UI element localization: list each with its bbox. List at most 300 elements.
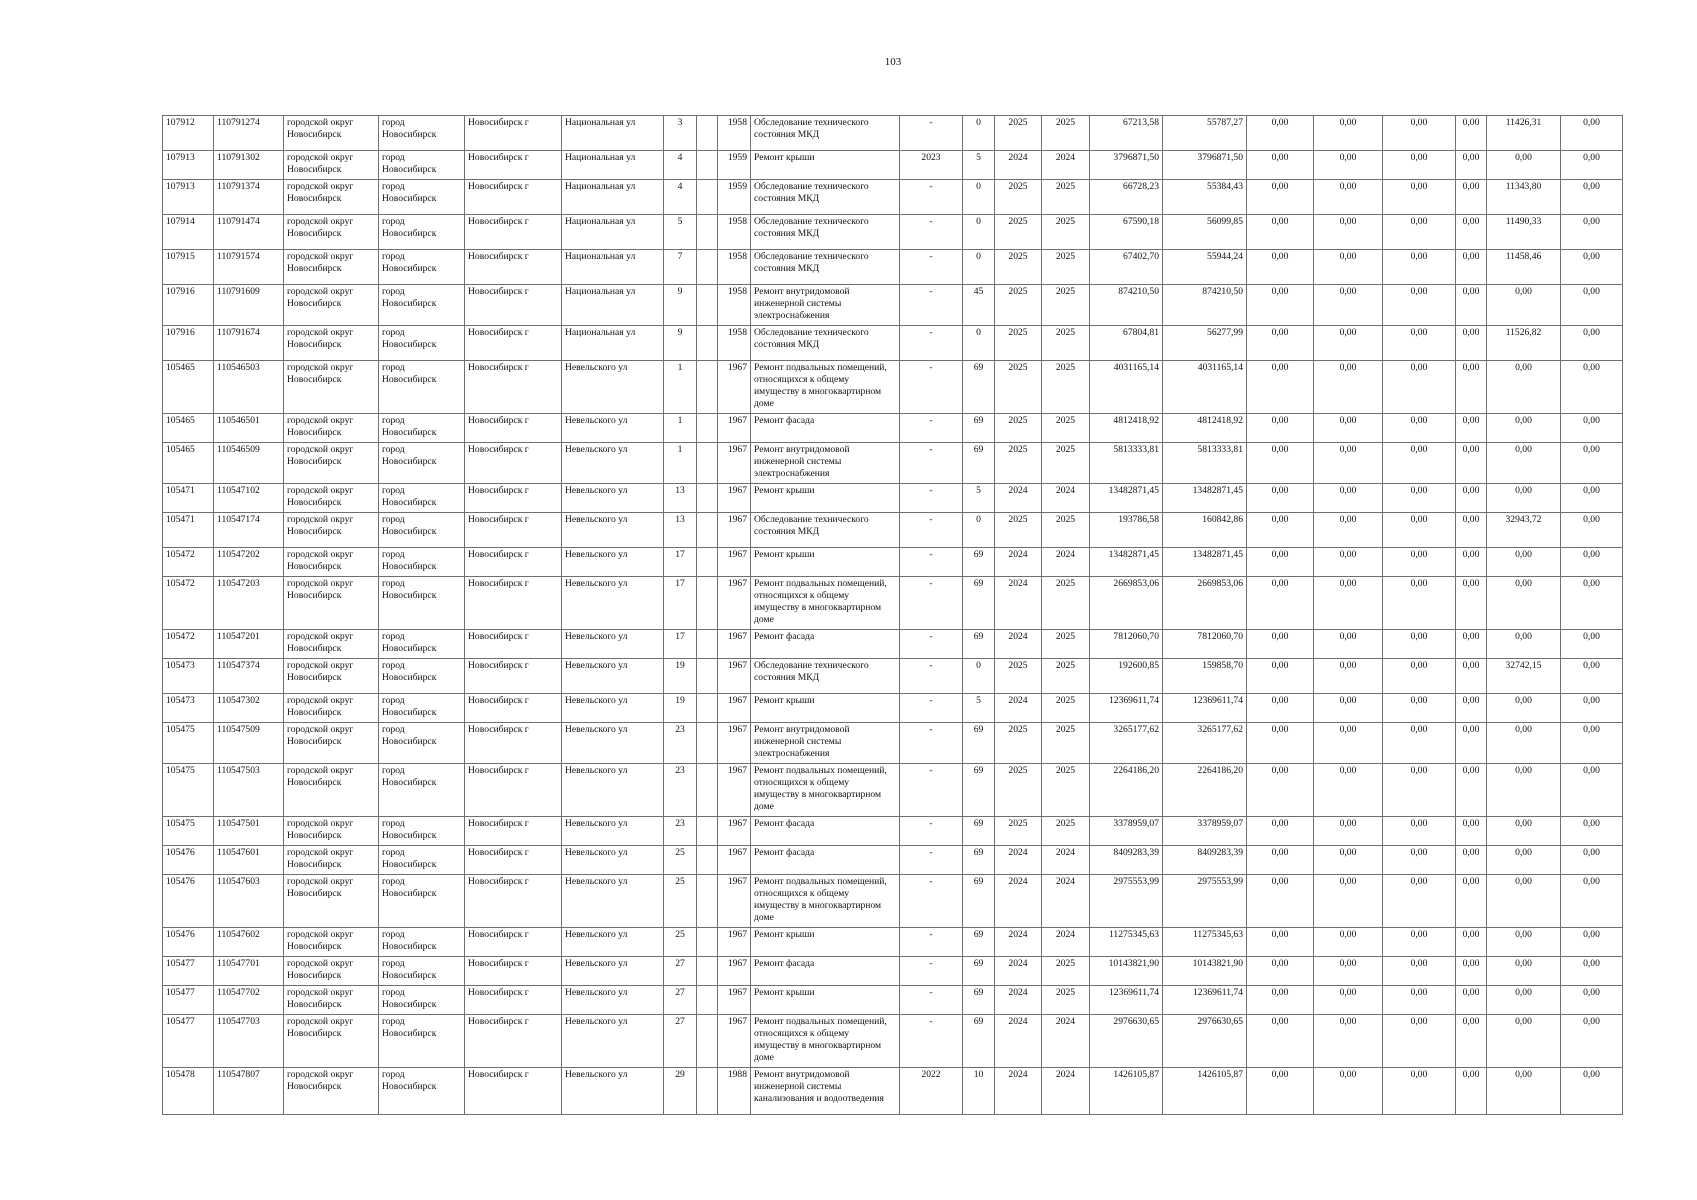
cell-local-funds: 0,00	[1383, 326, 1456, 361]
cell-extra-funds: 0,00	[1561, 285, 1623, 326]
cell-extra-funds: 0,00	[1561, 928, 1623, 957]
cell-street: Невельского ул	[562, 1015, 664, 1068]
cell-street: Невельского ул	[562, 1068, 664, 1115]
cell-extra-funds: 0,00	[1561, 694, 1623, 723]
cell-prev-repair-year: -	[900, 1015, 963, 1068]
cell-regional-funds: 0,00	[1314, 250, 1383, 285]
cell-building	[697, 577, 718, 630]
cell-street: Невельского ул	[562, 443, 664, 484]
cell-fund-cost: 2264186,20	[1163, 764, 1247, 817]
cell-house-id: 107914	[163, 215, 214, 250]
cell-street: Национальная ул	[562, 250, 664, 285]
cell-work-type: Ремонт крыши	[751, 151, 900, 180]
cell-regional-funds: 0,00	[1314, 151, 1383, 180]
cell-wear-percent: 69	[963, 957, 995, 986]
cell-work-type: Ремонт крыши	[751, 986, 900, 1015]
cell-street: Невельского ул	[562, 764, 664, 817]
cell-building	[697, 928, 718, 957]
cell-building	[697, 1068, 718, 1115]
cell-house-number: 4	[664, 180, 697, 215]
cell-prev-repair-year: -	[900, 513, 963, 548]
cell-house-number: 1	[664, 361, 697, 414]
cell-work-type: Ремонт фасада	[751, 414, 900, 443]
cell-plan-start-year: 2024	[995, 875, 1042, 928]
table-row	[163, 285, 1623, 326]
cell-federal-funds: 0,00	[1247, 986, 1314, 1015]
cell-work-id: 110547807	[214, 1068, 284, 1115]
cell-extra-funds: 0,00	[1561, 986, 1623, 1015]
cell-house-number: 9	[664, 285, 697, 326]
cell-fund-cost: 3378959,07	[1163, 817, 1247, 846]
cell-wear-percent: 5	[963, 484, 995, 513]
table-row	[163, 723, 1623, 764]
cell-owner-funds: 0,00	[1487, 694, 1561, 723]
cell-federal-funds: 0,00	[1247, 846, 1314, 875]
cell-other-funds: 0,00	[1456, 630, 1487, 659]
cell-local-funds: 0,00	[1383, 484, 1456, 513]
cell-building	[697, 846, 718, 875]
cell-work-id: 110791302	[214, 151, 284, 180]
cell-building	[697, 659, 718, 694]
cell-wear-percent: 69	[963, 443, 995, 484]
table-row	[163, 630, 1623, 659]
cell-fund-cost: 2975553,99	[1163, 875, 1247, 928]
cell-wear-percent: 69	[963, 817, 995, 846]
cell-locality: Новосибирск г	[465, 1015, 562, 1068]
cell-fund-cost: 13482871,45	[1163, 548, 1247, 577]
cell-street: Национальная ул	[562, 116, 664, 151]
cell-local-funds: 0,00	[1383, 180, 1456, 215]
cell-building	[697, 414, 718, 443]
cell-plan-start-year: 2025	[995, 723, 1042, 764]
table-row	[163, 764, 1623, 817]
cell-prev-repair-year: -	[900, 414, 963, 443]
cell-owner-funds: 11458,46	[1487, 250, 1561, 285]
cell-work-type: Ремонт подвальных помещений, относящихся к общему имуществу в многоквартирном доме	[751, 577, 900, 630]
cell-federal-funds: 0,00	[1247, 250, 1314, 285]
table-row	[163, 986, 1623, 1015]
cell-federal-funds: 0,00	[1247, 285, 1314, 326]
cell-local-funds: 0,00	[1383, 414, 1456, 443]
cell-regional-funds: 0,00	[1314, 116, 1383, 151]
cell-house-id: 105473	[163, 659, 214, 694]
cell-local-funds: 0,00	[1383, 928, 1456, 957]
cell-settlement: город Новосибирск	[379, 817, 465, 846]
cell-other-funds: 0,00	[1456, 215, 1487, 250]
cell-street: Невельского ул	[562, 659, 664, 694]
cell-plan-end-year: 2025	[1042, 180, 1090, 215]
cell-owner-funds: 11490,33	[1487, 215, 1561, 250]
cell-owner-funds: 0,00	[1487, 484, 1561, 513]
cell-house-id: 105476	[163, 875, 214, 928]
cell-local-funds: 0,00	[1383, 1015, 1456, 1068]
cell-house-number: 4	[664, 151, 697, 180]
cell-total-cost: 67590,18	[1090, 215, 1163, 250]
cell-local-funds: 0,00	[1383, 151, 1456, 180]
cell-plan-start-year: 2024	[995, 1015, 1042, 1068]
cell-plan-end-year: 2025	[1042, 723, 1090, 764]
cell-house-number: 27	[664, 957, 697, 986]
cell-building	[697, 180, 718, 215]
cell-municipal-district: городской округ Новосибирск	[284, 630, 379, 659]
cell-settlement: город Новосибирск	[379, 326, 465, 361]
cell-house-id: 105477	[163, 957, 214, 986]
table-row	[163, 484, 1623, 513]
cell-fund-cost: 4031165,14	[1163, 361, 1247, 414]
cell-building	[697, 326, 718, 361]
cell-municipal-district: городской округ Новосибирск	[284, 443, 379, 484]
cell-extra-funds: 0,00	[1561, 957, 1623, 986]
cell-wear-percent: 69	[963, 414, 995, 443]
cell-total-cost: 5813333,81	[1090, 443, 1163, 484]
cell-municipal-district: городской округ Новосибирск	[284, 180, 379, 215]
cell-wear-percent: 69	[963, 986, 995, 1015]
cell-settlement: город Новосибирск	[379, 484, 465, 513]
cell-plan-end-year: 2025	[1042, 957, 1090, 986]
cell-street: Национальная ул	[562, 326, 664, 361]
cell-work-type: Ремонт внутридомовой инженерной системы канализования и водоотведения	[751, 1068, 900, 1115]
cell-work-type: Ремонт внутридомовой инженерной системы электроснабжения	[751, 285, 900, 326]
cell-extra-funds: 0,00	[1561, 764, 1623, 817]
cell-locality: Новосибирск г	[465, 250, 562, 285]
cell-other-funds: 0,00	[1456, 1068, 1487, 1115]
cell-owner-funds: 0,00	[1487, 361, 1561, 414]
cell-municipal-district: городской округ Новосибирск	[284, 250, 379, 285]
cell-federal-funds: 0,00	[1247, 151, 1314, 180]
cell-federal-funds: 0,00	[1247, 180, 1314, 215]
cell-work-type: Обследование технического состояния МКД	[751, 513, 900, 548]
cell-street: Национальная ул	[562, 285, 664, 326]
cell-work-type: Ремонт фасада	[751, 817, 900, 846]
cell-wear-percent: 10	[963, 1068, 995, 1115]
cell-work-id: 110547501	[214, 817, 284, 846]
cell-house-id: 107916	[163, 285, 214, 326]
cell-other-funds: 0,00	[1456, 875, 1487, 928]
cell-settlement: город Новосибирск	[379, 694, 465, 723]
cell-total-cost: 2669853,06	[1090, 577, 1163, 630]
cell-local-funds: 0,00	[1383, 630, 1456, 659]
cell-extra-funds: 0,00	[1561, 1068, 1623, 1115]
cell-extra-funds: 0,00	[1561, 215, 1623, 250]
cell-house-id: 105471	[163, 484, 214, 513]
cell-owner-funds: 0,00	[1487, 817, 1561, 846]
cell-locality: Новосибирск г	[465, 361, 562, 414]
cell-regional-funds: 0,00	[1314, 659, 1383, 694]
cell-locality: Новосибирск г	[465, 285, 562, 326]
cell-settlement: город Новосибирск	[379, 1015, 465, 1068]
cell-owner-funds: 0,00	[1487, 928, 1561, 957]
cell-total-cost: 2976630,65	[1090, 1015, 1163, 1068]
cell-municipal-district: городской округ Новосибирск	[284, 361, 379, 414]
cell-house-number: 3	[664, 116, 697, 151]
table-row	[163, 875, 1623, 928]
cell-work-type: Обследование технического состояния МКД	[751, 659, 900, 694]
cell-fund-cost: 5813333,81	[1163, 443, 1247, 484]
table-row	[163, 116, 1623, 151]
cell-settlement: город Новосибирск	[379, 875, 465, 928]
cell-prev-repair-year: -	[900, 215, 963, 250]
cell-other-funds: 0,00	[1456, 548, 1487, 577]
cell-regional-funds: 0,00	[1314, 215, 1383, 250]
cell-federal-funds: 0,00	[1247, 694, 1314, 723]
cell-prev-repair-year: -	[900, 817, 963, 846]
cell-build-year: 1967	[718, 513, 751, 548]
cell-total-cost: 1426105,87	[1090, 1068, 1163, 1115]
cell-work-id: 110791674	[214, 326, 284, 361]
cell-settlement: город Новосибирск	[379, 215, 465, 250]
cell-locality: Новосибирск г	[465, 151, 562, 180]
cell-federal-funds: 0,00	[1247, 1015, 1314, 1068]
cell-house-number: 23	[664, 817, 697, 846]
cell-local-funds: 0,00	[1383, 443, 1456, 484]
cell-wear-percent: 69	[963, 361, 995, 414]
cell-settlement: город Новосибирск	[379, 957, 465, 986]
cell-other-funds: 0,00	[1456, 443, 1487, 484]
cell-local-funds: 0,00	[1383, 215, 1456, 250]
cell-fund-cost: 56277,99	[1163, 326, 1247, 361]
cell-work-type: Ремонт подвальных помещений, относящихся к общему имуществу в многоквартирном доме	[751, 361, 900, 414]
cell-street: Невельского ул	[562, 957, 664, 986]
cell-fund-cost: 3796871,50	[1163, 151, 1247, 180]
cell-extra-funds: 0,00	[1561, 180, 1623, 215]
cell-local-funds: 0,00	[1383, 659, 1456, 694]
cell-plan-end-year: 2025	[1042, 215, 1090, 250]
cell-prev-repair-year: -	[900, 116, 963, 151]
cell-house-number: 1	[664, 443, 697, 484]
cell-total-cost: 67402,70	[1090, 250, 1163, 285]
cell-work-type: Ремонт крыши	[751, 548, 900, 577]
cell-plan-end-year: 2025	[1042, 513, 1090, 548]
cell-build-year: 1967	[718, 443, 751, 484]
cell-house-number: 19	[664, 694, 697, 723]
cell-plan-start-year: 2024	[995, 986, 1042, 1015]
cell-fund-cost: 3265177,62	[1163, 723, 1247, 764]
cell-other-funds: 0,00	[1456, 694, 1487, 723]
cell-prev-repair-year: -	[900, 764, 963, 817]
cell-work-type: Ремонт крыши	[751, 694, 900, 723]
cell-house-id: 105465	[163, 361, 214, 414]
cell-fund-cost: 55944,24	[1163, 250, 1247, 285]
cell-work-type: Ремонт фасада	[751, 630, 900, 659]
cell-plan-start-year: 2025	[995, 180, 1042, 215]
cell-plan-start-year: 2024	[995, 151, 1042, 180]
cell-work-id: 110547601	[214, 846, 284, 875]
cell-work-type: Ремонт подвальных помещений, относящихся к общему имуществу в многоквартирном доме	[751, 1015, 900, 1068]
cell-other-funds: 0,00	[1456, 151, 1487, 180]
cell-total-cost: 4031165,14	[1090, 361, 1163, 414]
cell-other-funds: 0,00	[1456, 250, 1487, 285]
cell-prev-repair-year: 2022	[900, 1068, 963, 1115]
cell-house-id: 105475	[163, 817, 214, 846]
cell-house-number: 1	[664, 414, 697, 443]
cell-building	[697, 443, 718, 484]
cell-building	[697, 548, 718, 577]
cell-total-cost: 12369611,74	[1090, 986, 1163, 1015]
table-row	[163, 1068, 1623, 1115]
cell-total-cost: 13482871,45	[1090, 484, 1163, 513]
cell-build-year: 1967	[718, 846, 751, 875]
table-row	[163, 414, 1623, 443]
cell-municipal-district: городской округ Новосибирск	[284, 151, 379, 180]
table-row	[163, 215, 1623, 250]
cell-extra-funds: 0,00	[1561, 548, 1623, 577]
cell-total-cost: 874210,50	[1090, 285, 1163, 326]
cell-locality: Новосибирск г	[465, 180, 562, 215]
cell-house-id: 105476	[163, 928, 214, 957]
cell-street: Невельского ул	[562, 414, 664, 443]
cell-total-cost: 3265177,62	[1090, 723, 1163, 764]
cell-work-type: Обследование технического состояния МКД	[751, 215, 900, 250]
cell-settlement: город Новосибирск	[379, 414, 465, 443]
cell-wear-percent: 0	[963, 250, 995, 285]
cell-plan-start-year: 2024	[995, 928, 1042, 957]
cell-wear-percent: 0	[963, 659, 995, 694]
table-row	[163, 548, 1623, 577]
cell-work-id: 110547603	[214, 875, 284, 928]
cell-locality: Новосибирск г	[465, 326, 562, 361]
table-row	[163, 180, 1623, 215]
cell-total-cost: 67804,81	[1090, 326, 1163, 361]
cell-locality: Новосибирск г	[465, 1068, 562, 1115]
cell-regional-funds: 0,00	[1314, 443, 1383, 484]
table-row	[163, 659, 1623, 694]
cell-owner-funds: 0,00	[1487, 1015, 1561, 1068]
cell-plan-end-year: 2025	[1042, 414, 1090, 443]
cell-street: Национальная ул	[562, 151, 664, 180]
cell-settlement: город Новосибирск	[379, 986, 465, 1015]
cell-settlement: город Новосибирск	[379, 513, 465, 548]
cell-house-number: 29	[664, 1068, 697, 1115]
cell-plan-start-year: 2024	[995, 694, 1042, 723]
cell-fund-cost: 874210,50	[1163, 285, 1247, 326]
cell-wear-percent: 69	[963, 630, 995, 659]
cell-work-type: Обследование технического состояния МКД	[751, 180, 900, 215]
cell-municipal-district: городской округ Новосибирск	[284, 764, 379, 817]
cell-total-cost: 8409283,39	[1090, 846, 1163, 875]
cell-work-id: 110547602	[214, 928, 284, 957]
cell-other-funds: 0,00	[1456, 817, 1487, 846]
cell-locality: Новосибирск г	[465, 986, 562, 1015]
cell-municipal-district: городской округ Новосибирск	[284, 577, 379, 630]
cell-plan-end-year: 2024	[1042, 846, 1090, 875]
cell-extra-funds: 0,00	[1561, 817, 1623, 846]
cell-local-funds: 0,00	[1383, 694, 1456, 723]
cell-plan-start-year: 2025	[995, 326, 1042, 361]
cell-work-id: 110547503	[214, 764, 284, 817]
cell-other-funds: 0,00	[1456, 986, 1487, 1015]
cell-regional-funds: 0,00	[1314, 1068, 1383, 1115]
cell-extra-funds: 0,00	[1561, 630, 1623, 659]
cell-plan-end-year: 2025	[1042, 659, 1090, 694]
cell-build-year: 1967	[718, 817, 751, 846]
cell-federal-funds: 0,00	[1247, 928, 1314, 957]
cell-total-cost: 192600,85	[1090, 659, 1163, 694]
cell-total-cost: 2975553,99	[1090, 875, 1163, 928]
cell-build-year: 1967	[718, 630, 751, 659]
cell-house-id: 105476	[163, 846, 214, 875]
cell-regional-funds: 0,00	[1314, 361, 1383, 414]
cell-street: Невельского ул	[562, 548, 664, 577]
cell-build-year: 1958	[718, 116, 751, 151]
cell-extra-funds: 0,00	[1561, 659, 1623, 694]
cell-settlement: город Новосибирск	[379, 548, 465, 577]
cell-plan-start-year: 2025	[995, 659, 1042, 694]
cell-regional-funds: 0,00	[1314, 1015, 1383, 1068]
cell-owner-funds: 0,00	[1487, 285, 1561, 326]
cell-regional-funds: 0,00	[1314, 577, 1383, 630]
cell-prev-repair-year: -	[900, 484, 963, 513]
cell-federal-funds: 0,00	[1247, 326, 1314, 361]
cell-other-funds: 0,00	[1456, 1015, 1487, 1068]
cell-federal-funds: 0,00	[1247, 1068, 1314, 1115]
cell-federal-funds: 0,00	[1247, 513, 1314, 548]
cell-work-id: 110791374	[214, 180, 284, 215]
cell-build-year: 1988	[718, 1068, 751, 1115]
cell-plan-start-year: 2025	[995, 817, 1042, 846]
cell-house-id: 107916	[163, 326, 214, 361]
cell-work-id: 110547703	[214, 1015, 284, 1068]
cell-locality: Новосибирск г	[465, 443, 562, 484]
cell-prev-repair-year: -	[900, 250, 963, 285]
cell-house-id: 105472	[163, 548, 214, 577]
cell-federal-funds: 0,00	[1247, 548, 1314, 577]
cell-plan-start-year: 2025	[995, 764, 1042, 817]
cell-building	[697, 986, 718, 1015]
cell-build-year: 1958	[718, 285, 751, 326]
cell-extra-funds: 0,00	[1561, 846, 1623, 875]
cell-wear-percent: 69	[963, 928, 995, 957]
cell-locality: Новосибирск г	[465, 764, 562, 817]
cell-house-number: 25	[664, 875, 697, 928]
cell-federal-funds: 0,00	[1247, 443, 1314, 484]
cell-owner-funds: 0,00	[1487, 630, 1561, 659]
cell-federal-funds: 0,00	[1247, 723, 1314, 764]
cell-plan-start-year: 2025	[995, 443, 1042, 484]
cell-prev-repair-year: -	[900, 957, 963, 986]
cell-work-id: 110791609	[214, 285, 284, 326]
cell-build-year: 1967	[718, 957, 751, 986]
cell-local-funds: 0,00	[1383, 548, 1456, 577]
cell-prev-repair-year: -	[900, 875, 963, 928]
cell-locality: Новосибирск г	[465, 957, 562, 986]
cell-fund-cost: 160842,86	[1163, 513, 1247, 548]
cell-federal-funds: 0,00	[1247, 577, 1314, 630]
cell-house-number: 25	[664, 928, 697, 957]
cell-municipal-district: городской округ Новосибирск	[284, 659, 379, 694]
cell-regional-funds: 0,00	[1314, 694, 1383, 723]
cell-wear-percent: 69	[963, 846, 995, 875]
cell-street: Невельского ул	[562, 577, 664, 630]
cell-fund-cost: 55384,43	[1163, 180, 1247, 215]
cell-municipal-district: городской округ Новосибирск	[284, 817, 379, 846]
cell-street: Невельского ул	[562, 484, 664, 513]
cell-local-funds: 0,00	[1383, 250, 1456, 285]
table-row	[163, 928, 1623, 957]
cell-total-cost: 12369611,74	[1090, 694, 1163, 723]
cell-locality: Новосибирск г	[465, 659, 562, 694]
cell-building	[697, 151, 718, 180]
cell-regional-funds: 0,00	[1314, 986, 1383, 1015]
cell-house-id: 105472	[163, 577, 214, 630]
cell-build-year: 1967	[718, 723, 751, 764]
cell-building	[697, 361, 718, 414]
cell-federal-funds: 0,00	[1247, 764, 1314, 817]
cell-build-year: 1967	[718, 548, 751, 577]
cell-municipal-district: городской округ Новосибирск	[284, 414, 379, 443]
cell-plan-end-year: 2025	[1042, 116, 1090, 151]
cell-house-number: 25	[664, 846, 697, 875]
cell-build-year: 1958	[718, 326, 751, 361]
